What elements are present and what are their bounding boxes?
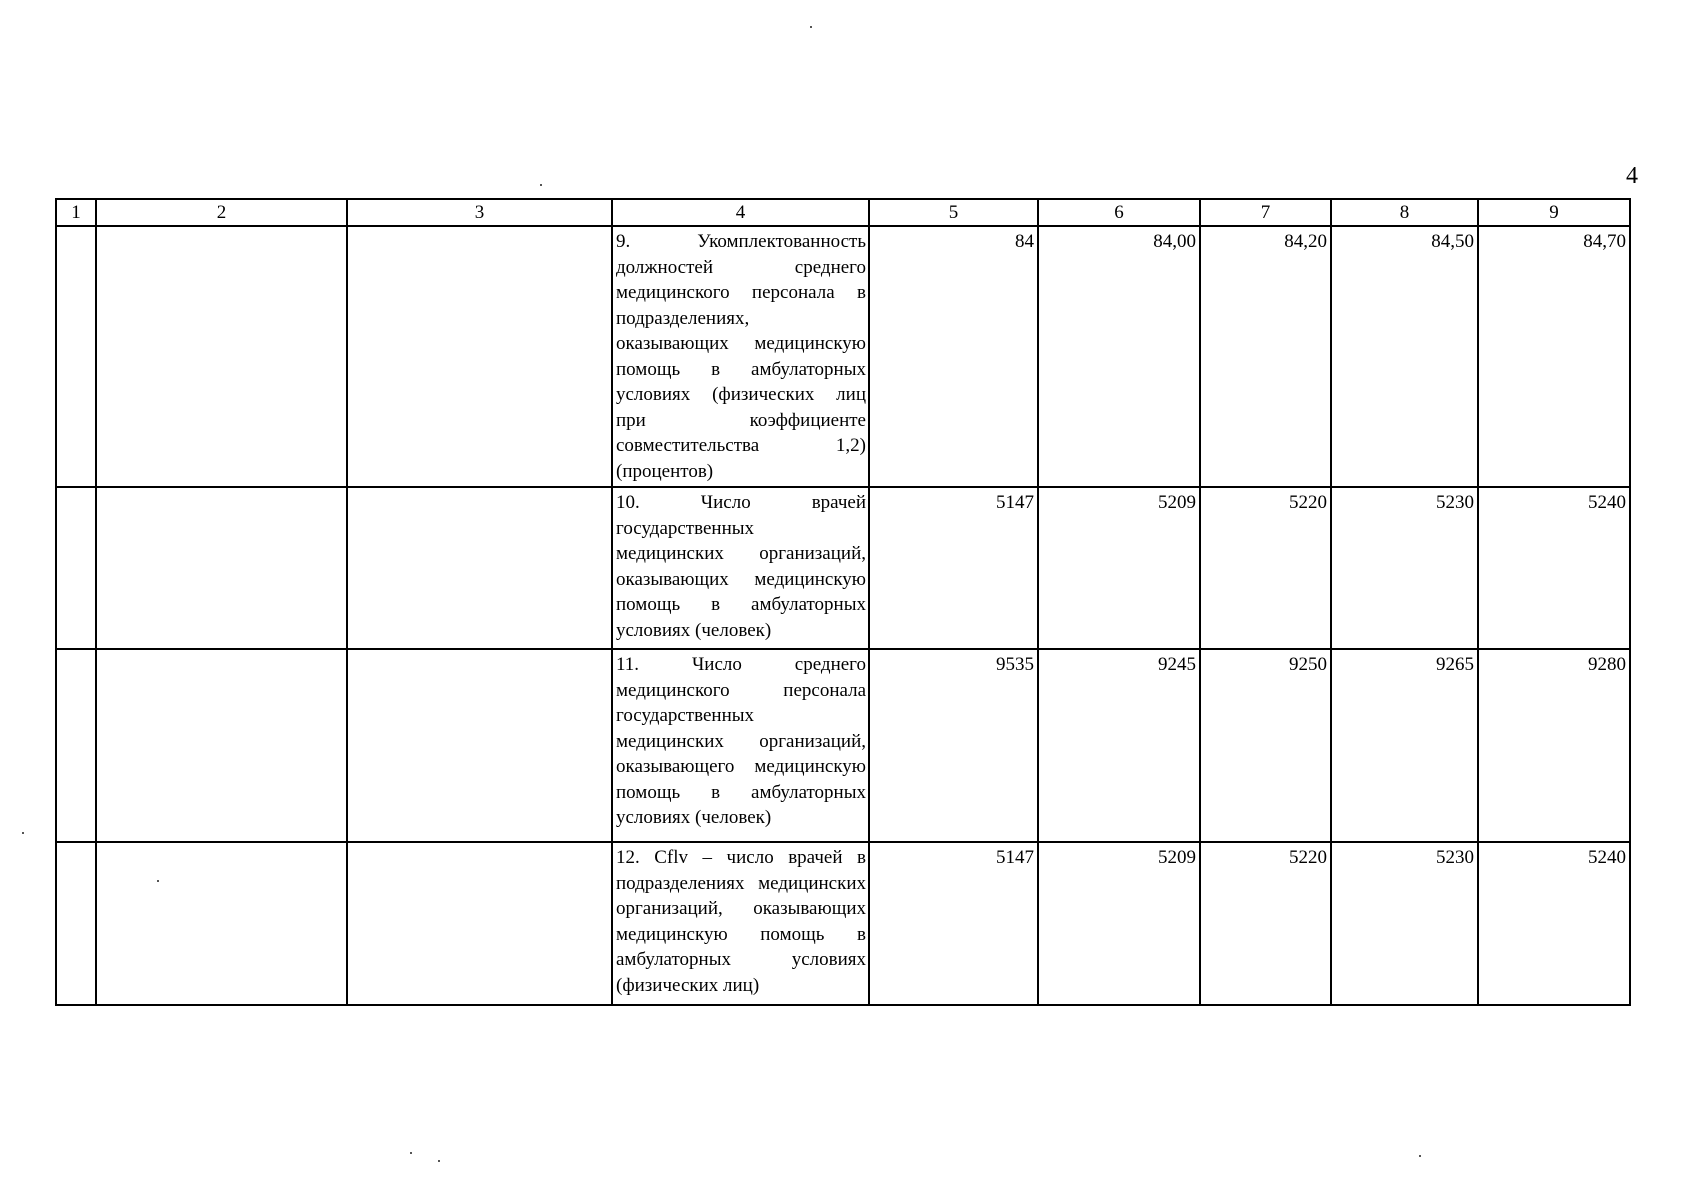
value-cell: 5209 xyxy=(1038,842,1200,1005)
value-cell: 84,70 xyxy=(1478,226,1630,487)
cell-col3 xyxy=(347,226,612,487)
table-row xyxy=(56,842,1630,1005)
cell-col3 xyxy=(347,842,612,1005)
cell-col2 xyxy=(96,226,347,487)
indicator-description: 10. Число врачей государственных медицинских организаций, оказывающих медицинскую помощь в амбулаторных условиях (человек) xyxy=(612,487,869,649)
cell-col1 xyxy=(56,487,96,649)
value-cell: 5220 xyxy=(1200,842,1331,1005)
column-number: 7 xyxy=(1200,199,1331,226)
indicators-table xyxy=(55,198,1631,1006)
scan-speck xyxy=(810,26,812,28)
cell-col2 xyxy=(96,842,347,1005)
column-number: 1 xyxy=(56,199,96,226)
value-cell: 5147 xyxy=(869,487,1038,649)
value-cell: 9245 xyxy=(1038,649,1200,842)
cell-col1 xyxy=(56,649,96,842)
value-cell: 84,00 xyxy=(1038,226,1200,487)
table-row xyxy=(56,226,1630,487)
value-cell: 9535 xyxy=(869,649,1038,842)
cell-col3 xyxy=(347,649,612,842)
scan-speck xyxy=(1419,1155,1421,1157)
indicator-description: 12. Cflv – число врачей в подразделениях медицинских организаций, оказывающих медицинскую помощь в амбулаторных условиях (физических лиц) xyxy=(612,842,869,1005)
value-cell: 9265 xyxy=(1331,649,1478,842)
cell-col3 xyxy=(347,487,612,649)
indicator-description: 9. Укомплектованность должностей среднего медицинского персонала в подразделениях, оказывающих медицинскую помощь в амбулаторных условиях (физических лиц при коэффициенте совместительства 1,2) (процентов) xyxy=(612,226,869,487)
value-cell: 9250 xyxy=(1200,649,1331,842)
table-row xyxy=(56,649,1630,842)
value-cell: 5147 xyxy=(869,842,1038,1005)
column-number: 3 xyxy=(347,199,612,226)
scan-speck xyxy=(540,184,542,186)
column-number: 8 xyxy=(1331,199,1478,226)
value-cell: 5240 xyxy=(1478,842,1630,1005)
value-cell: 5230 xyxy=(1331,487,1478,649)
table-row xyxy=(56,487,1630,649)
value-cell: 84 xyxy=(869,226,1038,487)
cell-col1 xyxy=(56,842,96,1005)
cell-col1 xyxy=(56,226,96,487)
scan-speck xyxy=(438,1160,440,1162)
column-number: 9 xyxy=(1478,199,1630,226)
value-cell: 9280 xyxy=(1478,649,1630,842)
value-cell: 84,50 xyxy=(1331,226,1478,487)
indicator-description: 11. Число среднего медицинского персонала государственных медицинских организаций, оказывающего медицинскую помощь в амбулаторных условиях (человек) xyxy=(612,649,869,842)
value-cell: 5240 xyxy=(1478,487,1630,649)
column-number-row xyxy=(56,199,1630,226)
page-number: 4 xyxy=(1626,163,1638,189)
column-number: 6 xyxy=(1038,199,1200,226)
cell-col2 xyxy=(96,649,347,842)
scan-speck xyxy=(410,1152,412,1154)
value-cell: 5209 xyxy=(1038,487,1200,649)
column-number: 5 xyxy=(869,199,1038,226)
cell-col2 xyxy=(96,487,347,649)
value-cell: 5230 xyxy=(1331,842,1478,1005)
value-cell: 5220 xyxy=(1200,487,1331,649)
value-cell: 84,20 xyxy=(1200,226,1331,487)
column-number: 4 xyxy=(612,199,869,226)
column-number: 2 xyxy=(96,199,347,226)
scan-speck xyxy=(22,832,24,834)
